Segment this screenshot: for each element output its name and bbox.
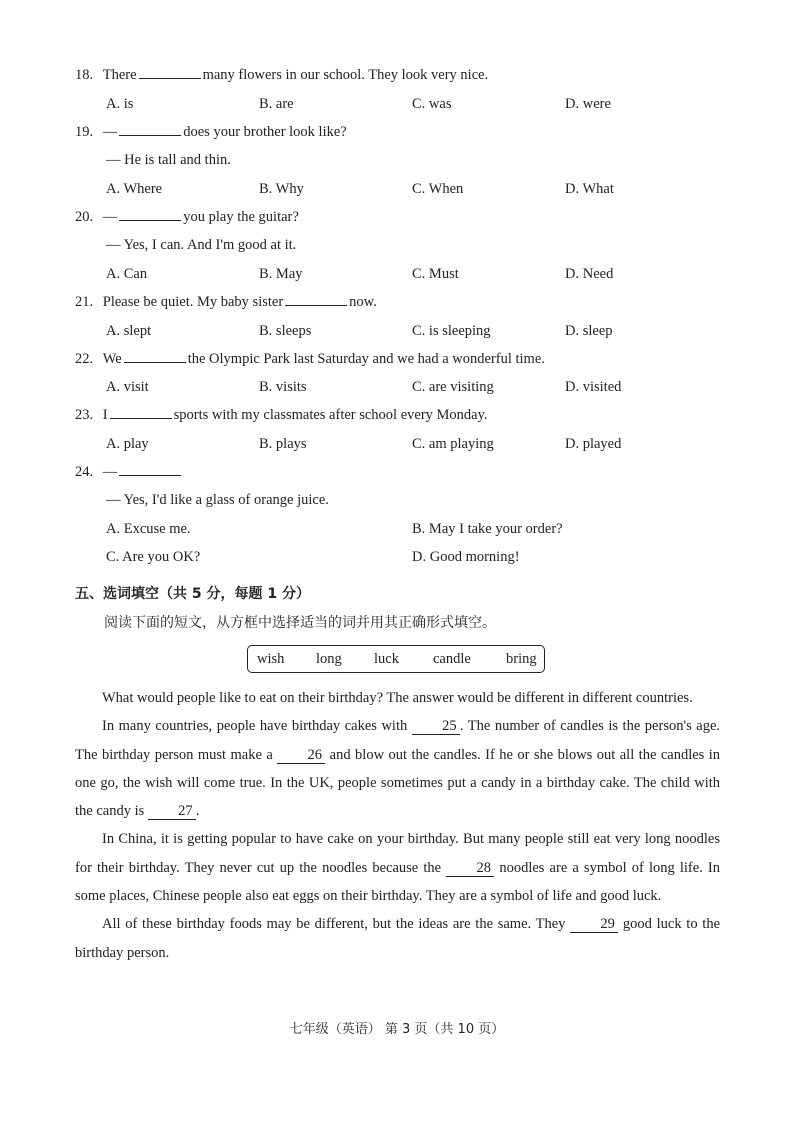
- answer-blank: [119, 463, 181, 476]
- question-number: 19.: [75, 124, 94, 140]
- section-instruction: 阅读下面的短文，从方框中选择适当的词并用其正确形式填空。: [104, 615, 496, 631]
- option-a: A. is: [106, 96, 134, 112]
- word-bank-item: luck: [374, 651, 399, 667]
- option-c: C. are visiting: [412, 379, 494, 395]
- page-footer: 七年级（英语） 第 3 页（共 10 页）: [289, 1022, 505, 1037]
- question-18: [75, 66, 488, 84]
- option-d: D. played: [565, 436, 622, 452]
- answer-blank: [124, 350, 186, 363]
- option-a: A. slept: [106, 323, 152, 339]
- question-text: many flowers in our school. They look very nice.: [202, 67, 489, 83]
- passage-text: .: [195, 803, 200, 820]
- word-bank: [247, 645, 545, 673]
- question-text: Please be quiet. My baby sister: [102, 294, 284, 310]
- answer-blank: [139, 66, 201, 79]
- option-c: C. When: [412, 181, 464, 197]
- passage: [75, 684, 720, 967]
- question-20: [75, 208, 299, 226]
- question-23: [75, 406, 488, 424]
- question-24: [75, 463, 183, 481]
- option-b: B. are: [259, 96, 294, 112]
- passage-text: In China, it is getting popular to have cake on your birthday. But many people still eat very long noodles for their birthday. They never cut up the noodles because the: [75, 831, 720, 876]
- gap-28: 28: [446, 860, 494, 877]
- question-text: now.: [349, 294, 377, 310]
- option-d: D. sleep: [565, 323, 613, 339]
- gap-26: 26: [277, 747, 325, 764]
- question-number: 21.: [75, 294, 94, 310]
- question-text: —: [102, 464, 118, 480]
- option-d: D. What: [565, 181, 614, 197]
- option-b: B. visits: [259, 379, 307, 395]
- gap-27: 27: [148, 803, 196, 820]
- question-text: I: [102, 407, 108, 423]
- passage-paragraph: [75, 910, 720, 967]
- option-a: A. visit: [106, 379, 149, 395]
- option-b: B. sleeps: [259, 323, 312, 339]
- question-number: 24.: [75, 464, 94, 480]
- option-b: B. May I take your order?: [412, 521, 563, 537]
- dialogue-reply: — Yes, I'd like a glass of orange juice.: [106, 492, 329, 508]
- option-c: C. am playing: [412, 436, 494, 452]
- question-text: sports with my classmates after school every Monday.: [173, 407, 488, 423]
- option-b: B. plays: [259, 436, 307, 452]
- option-a: A. Excuse me.: [106, 521, 191, 537]
- question-number: 22.: [75, 351, 94, 367]
- answer-blank: [119, 123, 181, 136]
- dialogue-reply: — Yes, I can. And I'm good at it.: [106, 237, 297, 253]
- passage-paragraph: [75, 825, 720, 910]
- option-c: C. Must: [412, 266, 459, 282]
- gap-29: 29: [570, 916, 618, 933]
- answer-blank: [110, 406, 172, 419]
- word-bank-item: candle: [433, 651, 471, 667]
- section-title: 五、选词填空（共 5 分，每题 1 分）: [75, 586, 310, 602]
- dialogue-reply: — He is tall and thin.: [106, 152, 231, 168]
- passage-paragraph: [75, 712, 720, 825]
- option-c: C. is sleeping: [412, 323, 491, 339]
- option-c: C. Are you OK?: [106, 549, 201, 565]
- question-text: you play the guitar?: [183, 209, 299, 225]
- question-text: We: [102, 351, 122, 367]
- answer-blank: [285, 293, 347, 306]
- option-d: D. were: [565, 96, 611, 112]
- question-text: There: [102, 67, 137, 83]
- option-b: B. May: [259, 266, 303, 282]
- question-number: 23.: [75, 407, 94, 423]
- option-d: D. Good morning!: [412, 549, 520, 565]
- answer-blank: [119, 208, 181, 221]
- passage-text: and blow out the candles. If he or she blows out all the candles in one go, the wish will come true. In the UK, people sometimes put a candy in a birthday cake. The child with the candy is: [75, 746, 721, 820]
- passage-text: good luck to the birthday person.: [75, 916, 721, 961]
- option-a: A. Where: [106, 181, 163, 197]
- option-d: D. visited: [565, 379, 622, 395]
- passage-text: All of these birthday foods may be different, but the ideas are the same. They: [102, 916, 566, 933]
- option-c: C. was: [412, 96, 452, 112]
- passage-text: In many countries, people have birthday cakes with: [102, 718, 408, 735]
- passage-text: . The number of candles is the person's age. The birthday person must make a: [75, 718, 721, 763]
- passage-paragraph: What would people like to eat on their birthday? The answer would be different in different countries.: [102, 690, 693, 706]
- option-d: D. Need: [565, 266, 614, 282]
- question-22: [75, 350, 545, 368]
- question-text: —: [102, 124, 118, 140]
- word-bank-item: bring: [506, 651, 537, 667]
- question-number: 20.: [75, 209, 94, 225]
- question-19: [75, 123, 347, 141]
- option-a: A. Can: [106, 266, 148, 282]
- word-bank-item: long: [316, 651, 342, 667]
- passage-text: noodles are a symbol of long life. In some places, Chinese people also eat eggs on their birthday. They are a symbol of life and good luck.: [75, 859, 721, 905]
- question-text: the Olympic Park last Saturday and we had a wonderful time.: [187, 351, 545, 367]
- word-bank-item: wish: [257, 651, 285, 667]
- question-21: [75, 293, 377, 311]
- gap-25: 25: [412, 718, 460, 735]
- question-number: 18.: [75, 67, 94, 83]
- question-text: does your brother look like?: [183, 124, 347, 140]
- option-b: B. Why: [259, 181, 304, 197]
- option-a: A. play: [106, 436, 149, 452]
- question-text: —: [102, 209, 118, 225]
